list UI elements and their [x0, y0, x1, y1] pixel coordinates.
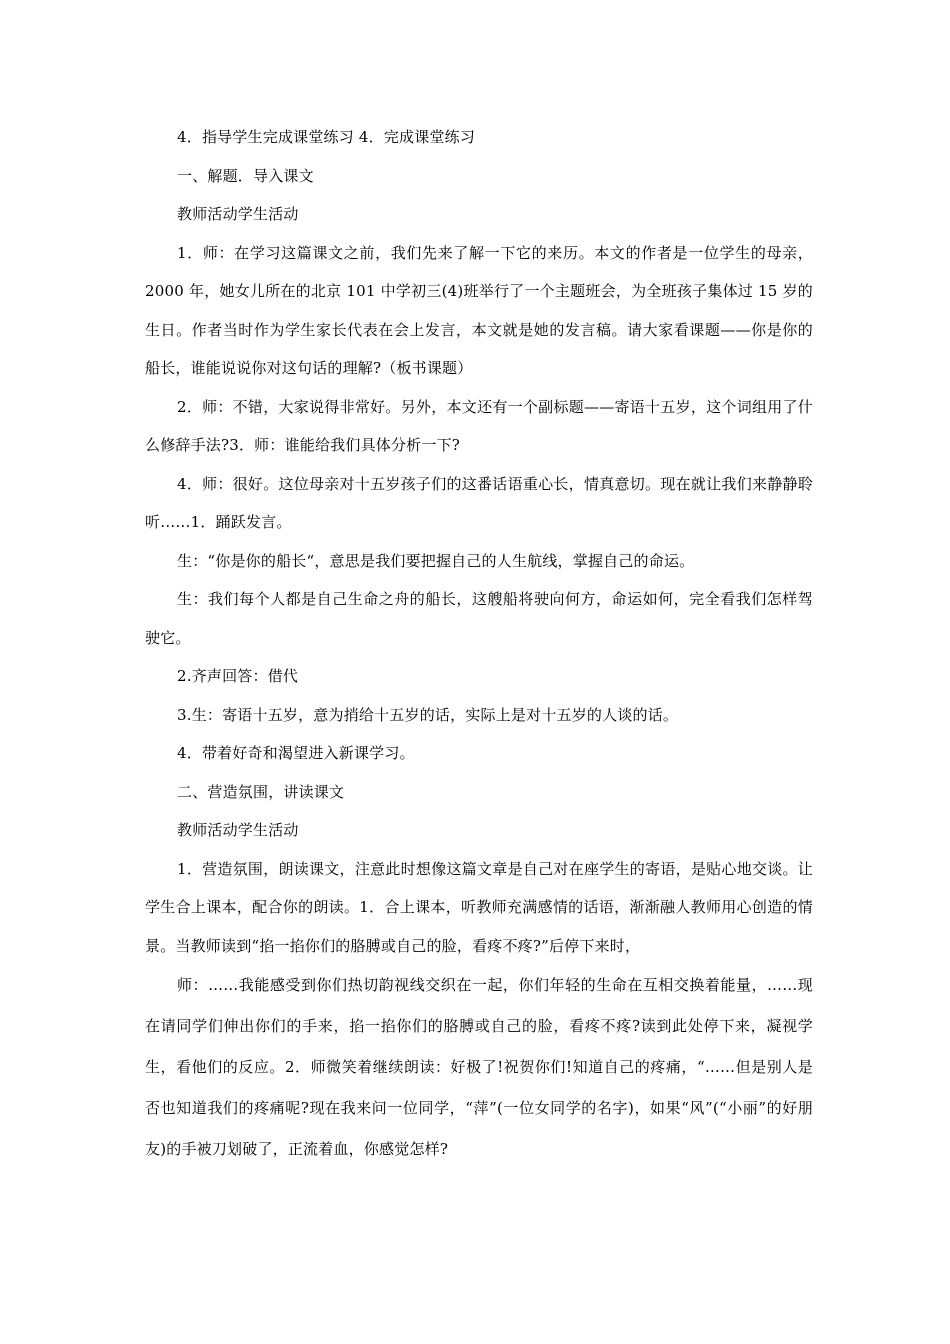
paragraph-answer-4: 4．带着好奇和渴望进入新课学习。 — [177, 744, 415, 762]
paragraph-exercise: 4．指导学生完成课堂练习 4．完成课堂练习 — [177, 128, 476, 146]
paragraph-answer-2: 2.齐声回答：借代 — [177, 667, 299, 685]
section-heading-1: 一、解题．导入课文 — [177, 166, 314, 185]
paragraph-student-2: 生：我们每个人都是自己生命之舟的船长，这艘船将驶向何方，命运如何，完全看我们怎样驾驶它。 — [145, 590, 813, 647]
paragraph-teacher-2: 2．师：不错，大家说得非常好。另外，本文还有一个副标题——寄语十五岁，这个词组用了什么修辞手法?3．师：谁能给我们具体分析一下? — [145, 397, 813, 454]
paragraph-teacher-4: 4．师：很好。这位母亲对十五岁孩子们的这番话语重心长，情真意切。现在就让我们来静静聆听……1．踊跃发言。 — [145, 474, 813, 531]
paragraph-teacher-1: 1．师：在学习这篇课文之前，我们先来了解一下它的来历。本文的作者是一位学生的母亲，2000 年，她女儿所在的北京 101 中学初三(4)班举行了一个主题班会，为全班孩子集体过 15 岁的生日。作者当时作为学生家长代表在会上发言，本文就是她的发言稿。请大家看课题——你是你的船长，谁能说说你对这句话的理解?（板书课题） — [145, 243, 813, 377]
paragraph-reading-1: 1．营造氛围，朗读课文，注意此时想像这篇文章是自己对在座学生的寄语，是贴心地交谈。让学生合上课本，配合你的朗读。1．合上课本，听教师充满感情的话语，渐渐融人教师用心创造的情景。当教师读到“掐一掐你们的胳膊或自己的脸，看疼不疼?”后停下来时， — [145, 859, 813, 955]
activity-header-1: 教师活动学生活动 — [177, 205, 299, 223]
paragraph-answer-3: 3.生：寄语十五岁，意为捎给十五岁的话，实际上是对十五岁的人谈的话。 — [177, 705, 679, 724]
activity-header-2: 教师活动学生活动 — [177, 821, 299, 839]
section-heading-2: 二、营造氛围，讲读课文 — [177, 782, 345, 801]
paragraph-student-1: 生：“你是你的船长“，意思是我们要把握自己的人生航线，掌握自己的命运。 — [177, 551, 695, 570]
paragraph-reading-2: 师：……我能感受到你们热切韵视线交织在一起，你们年轻的生命在互相交换着能量，……现在请同学们伸出你们的手来，掐一掐你们的胳膊或自己的脸，看疼不疼?读到此处停下来，凝视学生，看他们的反应。2．师微笑着继续朗读：好极了!祝贺你们!知道自己的疼痛，“……但是别人是否也知道我们的疼痛呢?现在我来问一位同学，“萍”(一位女同学的名字)，如果“风”(“小丽”的好朋友)的手被刀划破了，正流着血，你感觉怎样? — [145, 976, 813, 1158]
document-body — [145, 118, 813, 1170]
